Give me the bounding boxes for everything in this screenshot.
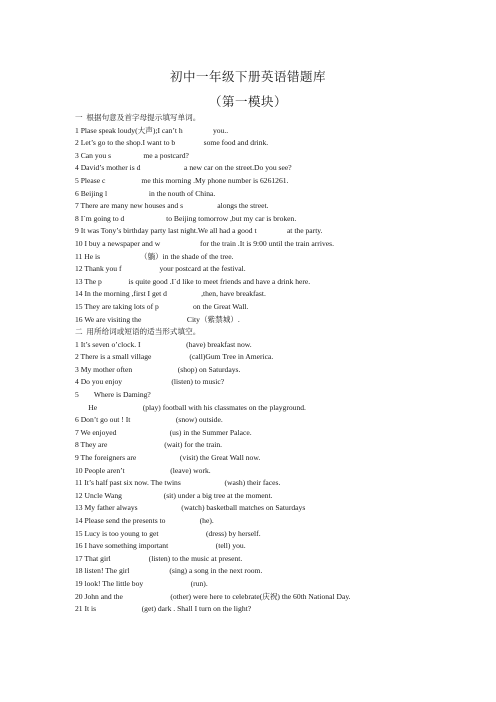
exercise-line: 10 I buy a newspaper and w for the train .It is 9:00 until the train arrives. [75, 238, 334, 248]
exercise-line: 10 People aren’t (leave) work. [75, 465, 211, 475]
section-heading: 二 用所给词或短语的适当形式填空。 [75, 327, 201, 337]
exercise-line: 7 We enjoyed (us) in the Summer Palace. [75, 427, 252, 437]
exercise-line: 5 Please c me this morning .My phone number is 6261261. [75, 175, 289, 185]
exercise-line: 3 Can you s me a postcard? [75, 150, 189, 160]
exercise-line: 6 Don’t go out ! It (snow) outside. [75, 415, 223, 425]
exercise-line: 15 Lucy is too young to get (dress) by herself. [75, 528, 261, 538]
exercise-line: 1 Plase speak loudy(大声);I can’t h you.. [75, 125, 229, 135]
exercise-line: 13 My father always (watch) basketball matches on Saturdays [75, 503, 306, 513]
exercise-line: 2 There is a small village (call)Gum Tree in America. [75, 352, 274, 362]
exercise-line: 12 Thank you f your postcard at the festival. [75, 264, 246, 274]
exercise-line: 4 Do you enjoy (listen) to music? [75, 377, 225, 387]
exercise-line: He (play) football with his classmates on the playground. [75, 402, 306, 412]
exercise-line: 13 The p is quite good .I`d like to meet friends and have a drink here. [75, 276, 311, 286]
exercise-line: 17 That girl (listen) to the music at present. [75, 553, 243, 563]
exercise-line: 9 The foreigners are (visit) the Great Wall now. [75, 453, 261, 463]
exercise-line: 14 Please send the presents to (he). [75, 516, 214, 525]
exercise-line: 21 It is (get) dark . Shall I turn on the light? [75, 604, 252, 614]
exercise-line: 15 They are taking lots of p on the Great Wall. [75, 301, 249, 311]
exercise-line: 16 We are visiting the City（紫禁城）. [75, 314, 240, 324]
exercise-line: 9 It was Tony’s birthday party last night.We all had a good t at the party. [75, 226, 323, 236]
document-title: 初中一年级下册英语错题库 [169, 70, 326, 84]
exercise-line: 11 It’s half past six now. The twins (wash) their faces. [75, 478, 281, 488]
exercise-line: 12 Uncle Wang (sit) under a big tree at the moment. [75, 490, 273, 500]
exercise-line: 8 I`m going to d to Beijing tomorrow ,but my car is broken. [75, 213, 297, 223]
exercise-line: 3 My mother often (shop) on Saturdays. [75, 364, 241, 374]
exercise-line: 2 Let’s go to the shop.I want to b some food and drink. [75, 138, 269, 148]
exercise-line: 14 In the morning ,first I get d ,then, have breakfast. [75, 289, 266, 299]
exercise-line: 6 Beijing l in the nouth of China. [75, 188, 216, 198]
exercise-line: 16 I have something important (tell) you. [75, 541, 246, 551]
exercise-list [75, 112, 495, 616]
exercise-line: 7 There are many new houses and s alongs the street. [75, 201, 269, 211]
exercise-line: 18 listen! The girl (sing) a song in the next room. [75, 566, 263, 576]
exercise-line: 1 It’s seven o’clock. I (have) breakfast now. [75, 339, 252, 349]
document-subtitle: （第一模块） [208, 95, 287, 109]
section-heading: 一 根据句意及首字母提示填写单词。 [75, 113, 201, 122]
exercise-line: 20 John and the (other) were here to celebrate(庆祝) the 60th National Day. [75, 591, 351, 601]
exercise-line: 4 David’s mother is d a new car on the street.Do you see? [75, 163, 292, 173]
exercise-line: 5 Where is Daming? [75, 390, 151, 400]
exercise-line: 11 He is （躺）in the shade of the tree. [75, 251, 234, 261]
exercise-line: 19 look! The little boy (run). [75, 578, 208, 588]
exercise-line: 8 They are (wait) for the train. [75, 440, 223, 450]
